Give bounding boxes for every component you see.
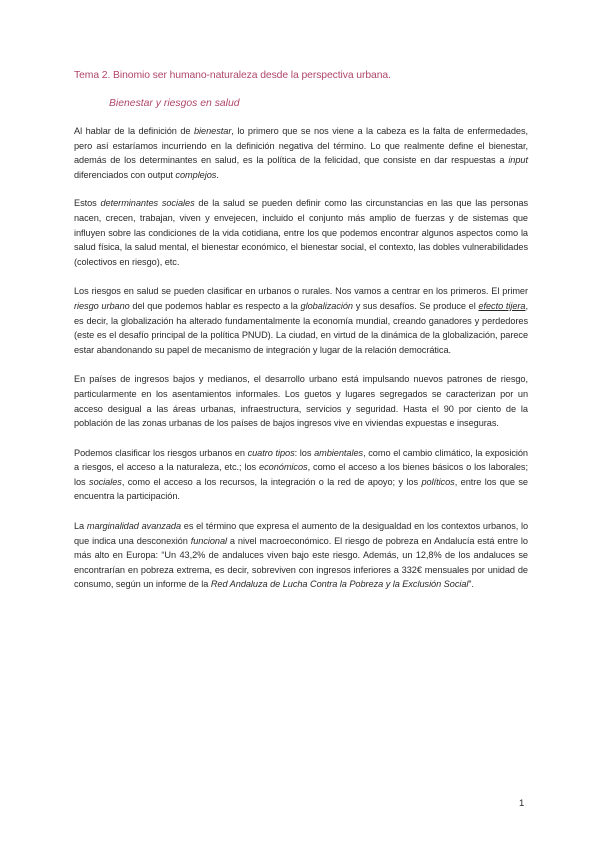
text-run: , lo primero que se nos viene a la cabeza es la falta de enfermedades, pero así estaríamos incurriendo en la definición negativa del término. Lo que realmente define el bienestar, además de los determinantes en salud, es la política de la felicidad, que consiste en dar respuestas a: [74, 126, 528, 166]
italic-term: marginalidad avanzada: [86, 521, 182, 532]
italic-term: sociales: [89, 476, 122, 487]
text-run: Podemos clasificar los riesgos urbanos en: [74, 447, 248, 458]
italic-term: input: [508, 155, 528, 166]
text-run: del que podemos hablar es respecto a la: [129, 300, 301, 311]
paragraph-determinantes: [74, 196, 528, 269]
italic-term: ambientales: [314, 447, 364, 458]
paragraph-marginalidad: [74, 519, 528, 592]
page-number: 1: [519, 798, 525, 809]
text-run: : los: [294, 447, 315, 458]
text-run: y sus desafíos. Se produce el: [353, 300, 479, 311]
italic-term: económicos: [259, 462, 308, 473]
section-subtitle: Bienestar y riesgos en salud: [109, 98, 240, 109]
italic-term: bienestar: [194, 126, 232, 136]
text-run: Los riesgos en salud se pueden clasificar en urbanos o rurales. Nos vamos a centrar en los primeros. El primer: [74, 286, 528, 297]
text-run: La: [74, 521, 87, 532]
text-run: , como el acceso a los recursos, la integración o la red de apoyo; y los: [121, 476, 422, 487]
text-run: diferenciados con output: [74, 169, 176, 180]
text-run: es el término que expresa el aumento de la desigualdad en los contextos urbanos, lo que indica una desconexión: [74, 521, 529, 546]
document-body: [74, 124, 528, 608]
italic-term: complejos: [175, 169, 217, 180]
underlined-term: efecto tijera: [478, 300, 526, 311]
text-run: Al hablar de la definición de: [74, 126, 194, 136]
italic-term: globalización: [300, 300, 353, 311]
text-run: , entre los que se encuentra la participación.: [74, 476, 528, 502]
paragraph-paises-ingresos: [74, 372, 528, 430]
paragraph-tipos-riesgo: [74, 446, 528, 504]
italic-term: Red Andaluza de Lucha Contra la Pobreza y la Exclusión Social: [210, 579, 469, 590]
italic-term: determinantes sociales: [100, 198, 195, 209]
document-title: Tema 2. Binomio ser humano-naturaleza desde la perspectiva urbana.: [74, 70, 391, 81]
italic-term: cuatro tipos: [247, 447, 295, 458]
text-run: En países de ingresos bajos y medianos, el desarrollo urbano está impulsando nuevos patrones de riesgo, particularmente en los asentamientos informales. Los guetos y lugares segregados se caracterizan por un acceso desigual a las áreas urbanas, infraestructura, servicios y seguridad. Hasta el 90 por ciento de la población de las zonas urbanas de los países de bajos ingresos vive en viviendas expuestas e inseguras.: [74, 374, 528, 429]
text-run: .: [216, 169, 219, 180]
text-run: , como el acceso a los bienes básicos o los laborales; los: [74, 462, 528, 487]
italic-term: políticos: [421, 476, 455, 487]
text-run: a nivel macroeconómico. El riesgo de pobreza en Andalucía está entre lo más alto en Europa: “Un 43,2% de andaluces viven bajo este riesgo. Además, un 12,8% de los andaluces se encontrarían en pobreza extrema, es decir, sobreviven con ingresos inferiores a 332€ mensuales por unidad de consumo, según un informe de la: [74, 535, 528, 590]
text-run: , es decir, la globalización ha alterado fundamentalmente la economía mundial, creando ganadores y perdedores (este es el desafío principal de la política PNUD). La ciudad, en virtud de la dinámica de la globalización, parece estar abandonando su papel de mecanismo de integración y lugar de la relación democrática.: [74, 300, 528, 355]
text-run: de la salud se pueden definir como las circunstancias en las que las personas nacen, crecen, trabajan, viven y envejecen, incluido el conjunto más amplio de fuerzas y de sistemas que influyen sobre las condiciones de la vida cotidiana, entre los que podemos encontrar algunos aspectos como la salud física, la salud mental, el bienestar económico, el bienestar social, el contexto, las dobles vulnerabilidades (colectivos en riesgo), etc.: [74, 198, 529, 267]
text-run: ”.: [468, 579, 474, 590]
paragraph-bienestar: [74, 124, 528, 182]
italic-term: funcional: [190, 535, 228, 546]
text-run: , como el cambio climático, la exposición a riesgos, el acceso a la naturaleza, etc.; los: [74, 447, 528, 473]
paragraph-riesgos-urbanos: [74, 284, 528, 357]
text-run: Estos: [74, 198, 101, 209]
italic-term: riesgo urbano: [74, 300, 130, 311]
